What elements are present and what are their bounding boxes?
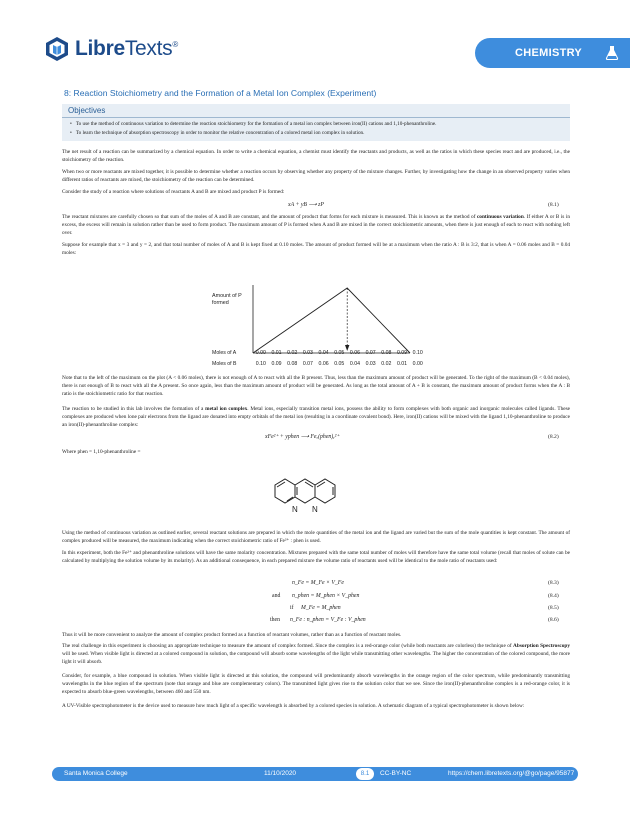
subject-banner[interactable]	[475, 38, 630, 68]
objectives-box	[62, 104, 570, 141]
paragraph-metal-complex: The reaction to be studied in this lab involves the formation of a metal ion complex. Metal ions, especially transition metal ions, possess the ability to form complexes with both organic and inorganic molecules called ligands. These complexes are produced when lone pair electrons from the ligand are donated into empty orbitals of the metal ion (resulting in a coordinate covalent bond). Here, iron(II) cations will be mixed with the ligand 1,10-phenanthroline to produce an iron(II)-phenanthroline complex:	[62, 406, 570, 428]
equation-number: (8.1)	[548, 202, 559, 208]
paragraph-method: Using the method of continuous variation as outlined earlier, several reactant solutions are prepared in which the mole quantities of the metal ion and the ligand are varied but the sum of the mole quantities is kept constant. The amount of complex produced will be measured, the maximum indicating when the correct stoichiometric ratio of Fe²⁺ : phen is used.	[62, 530, 570, 544]
paragraph-molarity: In this experiment, both the Fe²⁺ and phenanthroline solutions will have the same molarity concentration. Mixtures prepared with the same total number of moles will therefore have the same total volume (recall that moles of solute can be calculated by multiplying the solution volume by its molarity). As an additional consequence, in each prepared mixture the volume ratio of reactants used will be identical to the mole ratio of reactants used:	[62, 550, 570, 564]
equation-8-2: xFe²⁺ + yphen ⟶ Feₓ(phen)ᵧ²⁺	[265, 434, 340, 440]
equation-prefix: and	[272, 593, 281, 599]
tick-label-moles-b: 0.00	[412, 361, 423, 367]
equation-8-4: n_phen = M_phen × V_phen	[292, 593, 360, 599]
tick-label-moles-b: 0.09	[271, 361, 282, 367]
paragraph-plot-explanation: Note that to the left of the maximum on the plot (A < 0.06 moles), there is not enough of A to react with all the B present. Thus, less than the maximum amount of product will be generated. To the right of the maximum (B < 0.04 moles), there is not enough of B to react with all the A present. So once again, less than the maximum amount of product will be generated. As long as the total amount of A + B is constant, the maximum amount of product forms when the A : B ratio is the stoichiometric ratio for that reaction.	[62, 375, 570, 397]
tick-label-moles-b: 0.02	[381, 361, 392, 367]
objectives-heading: Objectives	[68, 106, 106, 115]
page-title: 8: Reaction Stoichiometry and the Formation of a Metal Ion Complex (Experiment)	[64, 88, 377, 98]
page-header	[0, 0, 630, 85]
equation-number: (8.5)	[548, 605, 559, 611]
tick-label-moles-b: 0.10	[255, 361, 266, 367]
logo-wordmark: LibreTexts®	[75, 37, 178, 60]
tick-label-moles-a: 0.02	[287, 350, 298, 356]
equation-8-5: M_Fe = M_phen	[301, 605, 341, 611]
axis-row-moles-b	[212, 361, 426, 367]
tick-label-moles-a: 0.10	[412, 350, 423, 356]
nitrogen-label: N	[292, 505, 298, 514]
objectives-divider	[62, 117, 570, 118]
paragraph-phen: Where phen = 1,10-phenanthroline =	[62, 449, 141, 455]
tick-label-moles-b: 0.06	[318, 361, 329, 367]
libretexts-logo[interactable]	[44, 36, 178, 62]
tick-label-moles-a: 0.04	[318, 350, 329, 356]
equation-8-1: xA + yB ⟶ zP	[288, 202, 324, 208]
equation-number: (8.4)	[548, 593, 559, 599]
footer-institution: Santa Monica College	[64, 770, 128, 777]
footer-date: 11/10/2020	[264, 770, 297, 777]
page-footer	[52, 767, 578, 781]
paragraph-spectroscopy: The real challenge in this experiment is choosing an appropriate technique to measure the amount of complex formed. Since the complex is a red-orange color (while both reactants are colorless) the technique of Absorption Spectroscopy will be used. When visible light is directed at a colored compound in solution, the compound will absorb some wavelengths of the light while transmitting other wavelengths. The higher the concentration of the colored compound, the more light it will absorb.	[62, 643, 570, 665]
paragraph-example: Suppose for example that x = 3 and y = 2, and that total number of moles of A and B is kept fixed at 0.10 moles. The amount of product formed will be at a maximum when the ratio A : B is 3:2, that is when A = 0.06 moles and B = 0.04 moles:	[62, 242, 570, 256]
objectives-list	[76, 120, 436, 137]
paragraph-mixing: When two or more reactants are mixed together, it is possible to determine whether a reaction occurs by observing whether any property of the mixture changes. Further, by investigating how the change in an observed property varies when different ratios of reactants are mixed, the stoichiometry of the reaction can be determined.	[62, 169, 570, 183]
tick-label-moles-a: 0.03	[302, 350, 313, 356]
equation-number: (8.6)	[548, 617, 559, 623]
product-curve	[253, 288, 410, 353]
paragraph-spectrophotometer: A UV-Visible spectrophotometer is the device used to measure how much light of a specific wavelength is absorbed by a colored species in solution. A schematic diagram of a typical spectrophotometer is shown below:	[62, 703, 525, 709]
tick-label-moles-b: 0.05	[334, 361, 345, 367]
tick-label-moles-a: 0.06	[349, 350, 361, 356]
paragraph-continuous-variation: The reactant mixtures are carefully chosen so that sum of the moles of A and B are constant, and the amount of product that forms for each mixture is measured. This is known as the method of continuous variation. If either A or B is in excess, the excess will remain in solution rather than be used to form product. The maximum amount of P is formed when A and B are mixed in the correct stoichiometric amounts, when there is just enough of each to react with nothing left over.	[62, 214, 570, 236]
libretexts-logo-icon	[44, 36, 70, 62]
tick-label-moles-a: 0.00	[255, 350, 266, 356]
flask-icon	[604, 45, 620, 61]
footer-url[interactable]: https://chem.libretexts.org/@go/page/95877	[448, 770, 575, 777]
subject-label: CHEMISTRY	[515, 47, 583, 59]
tick-label-moles-b: 0.04	[349, 361, 361, 367]
axis-row-moles-a	[212, 350, 426, 356]
equation-prefix: then	[270, 617, 280, 623]
paragraph-intro: The net result of a reaction can be summarized by a chemical equation. In order to write a chemical equation, a chemist must identify the reactants and products, as well as the ratios in which these species react and are produced, i.e., the stoichiometry of the reaction.	[62, 149, 570, 163]
tick-label-moles-b: 0.01	[396, 361, 408, 367]
phenanthroline-structure	[255, 455, 375, 525]
paragraph-blue-compound: Consider, for example, a blue compound in solution. When visible light is directed at this solution, the compound will predominantly absorb wavelengths in the orange region of the color spectrum, while predominantly transmitting wavelengths in the blue region of the spectrum (note that orange and blue are complementary colors). The transmitted light gives rise to the solution color that we see. Since the iron(II)-phenanthroline complex is a red-orange color, it is expected to absorb blue-green wavelengths, between 460 and 550 nm.	[62, 673, 570, 695]
page-number: 8.1	[356, 768, 374, 780]
tick-label-moles-a: 0.08	[381, 350, 392, 356]
tick-label-moles-a: 0.09	[396, 350, 408, 356]
axis-label-moles-a: Moles of A	[212, 350, 237, 356]
equation-number: (8.3)	[548, 580, 559, 586]
equation-prefix: if	[290, 605, 294, 611]
graph-ylabel: Amount of P formed	[212, 293, 242, 306]
paragraph-consider: Consider the study of a reaction where solutions of reactants A and B are mixed and product P is formed:	[62, 189, 285, 195]
tick-label-moles-b: 0.07	[302, 361, 313, 367]
objective-item: • To use the method of continuous variation to determine the reaction stoichiometry for the formation of a metal ion complex between iron(II) cations and 1,10-phenanthroline.	[76, 120, 436, 129]
objective-item: • To learn the technique of absorption spectroscopy in order to monitor the relative concentration of a colored metal ion complex in solution.	[76, 129, 436, 138]
tick-label-moles-a: 0.05	[334, 350, 345, 356]
equation-8-6: n_Fe : n_phen = V_Fe : V_phen	[290, 617, 366, 623]
paragraph-volumes: Thus it will be more convenient to analyze the amount of complex product formed as a function of reactant volumes, rather than as a function of reactant moles.	[62, 632, 402, 638]
tick-label-moles-a: 0.07	[365, 350, 376, 356]
tick-label-moles-b: 0.03	[365, 361, 376, 367]
equation-8-3: n_Fe = M_Fe × V_Fe	[292, 580, 344, 586]
tick-label-moles-a: 0.01	[271, 350, 282, 356]
tick-label-moles-b: 0.08	[287, 361, 298, 367]
equation-number: (8.2)	[548, 434, 559, 440]
footer-license[interactable]: CC-BY-NC	[380, 770, 412, 777]
axis-label-moles-b: Moles of B	[212, 361, 237, 367]
nitrogen-label: N	[312, 505, 318, 514]
